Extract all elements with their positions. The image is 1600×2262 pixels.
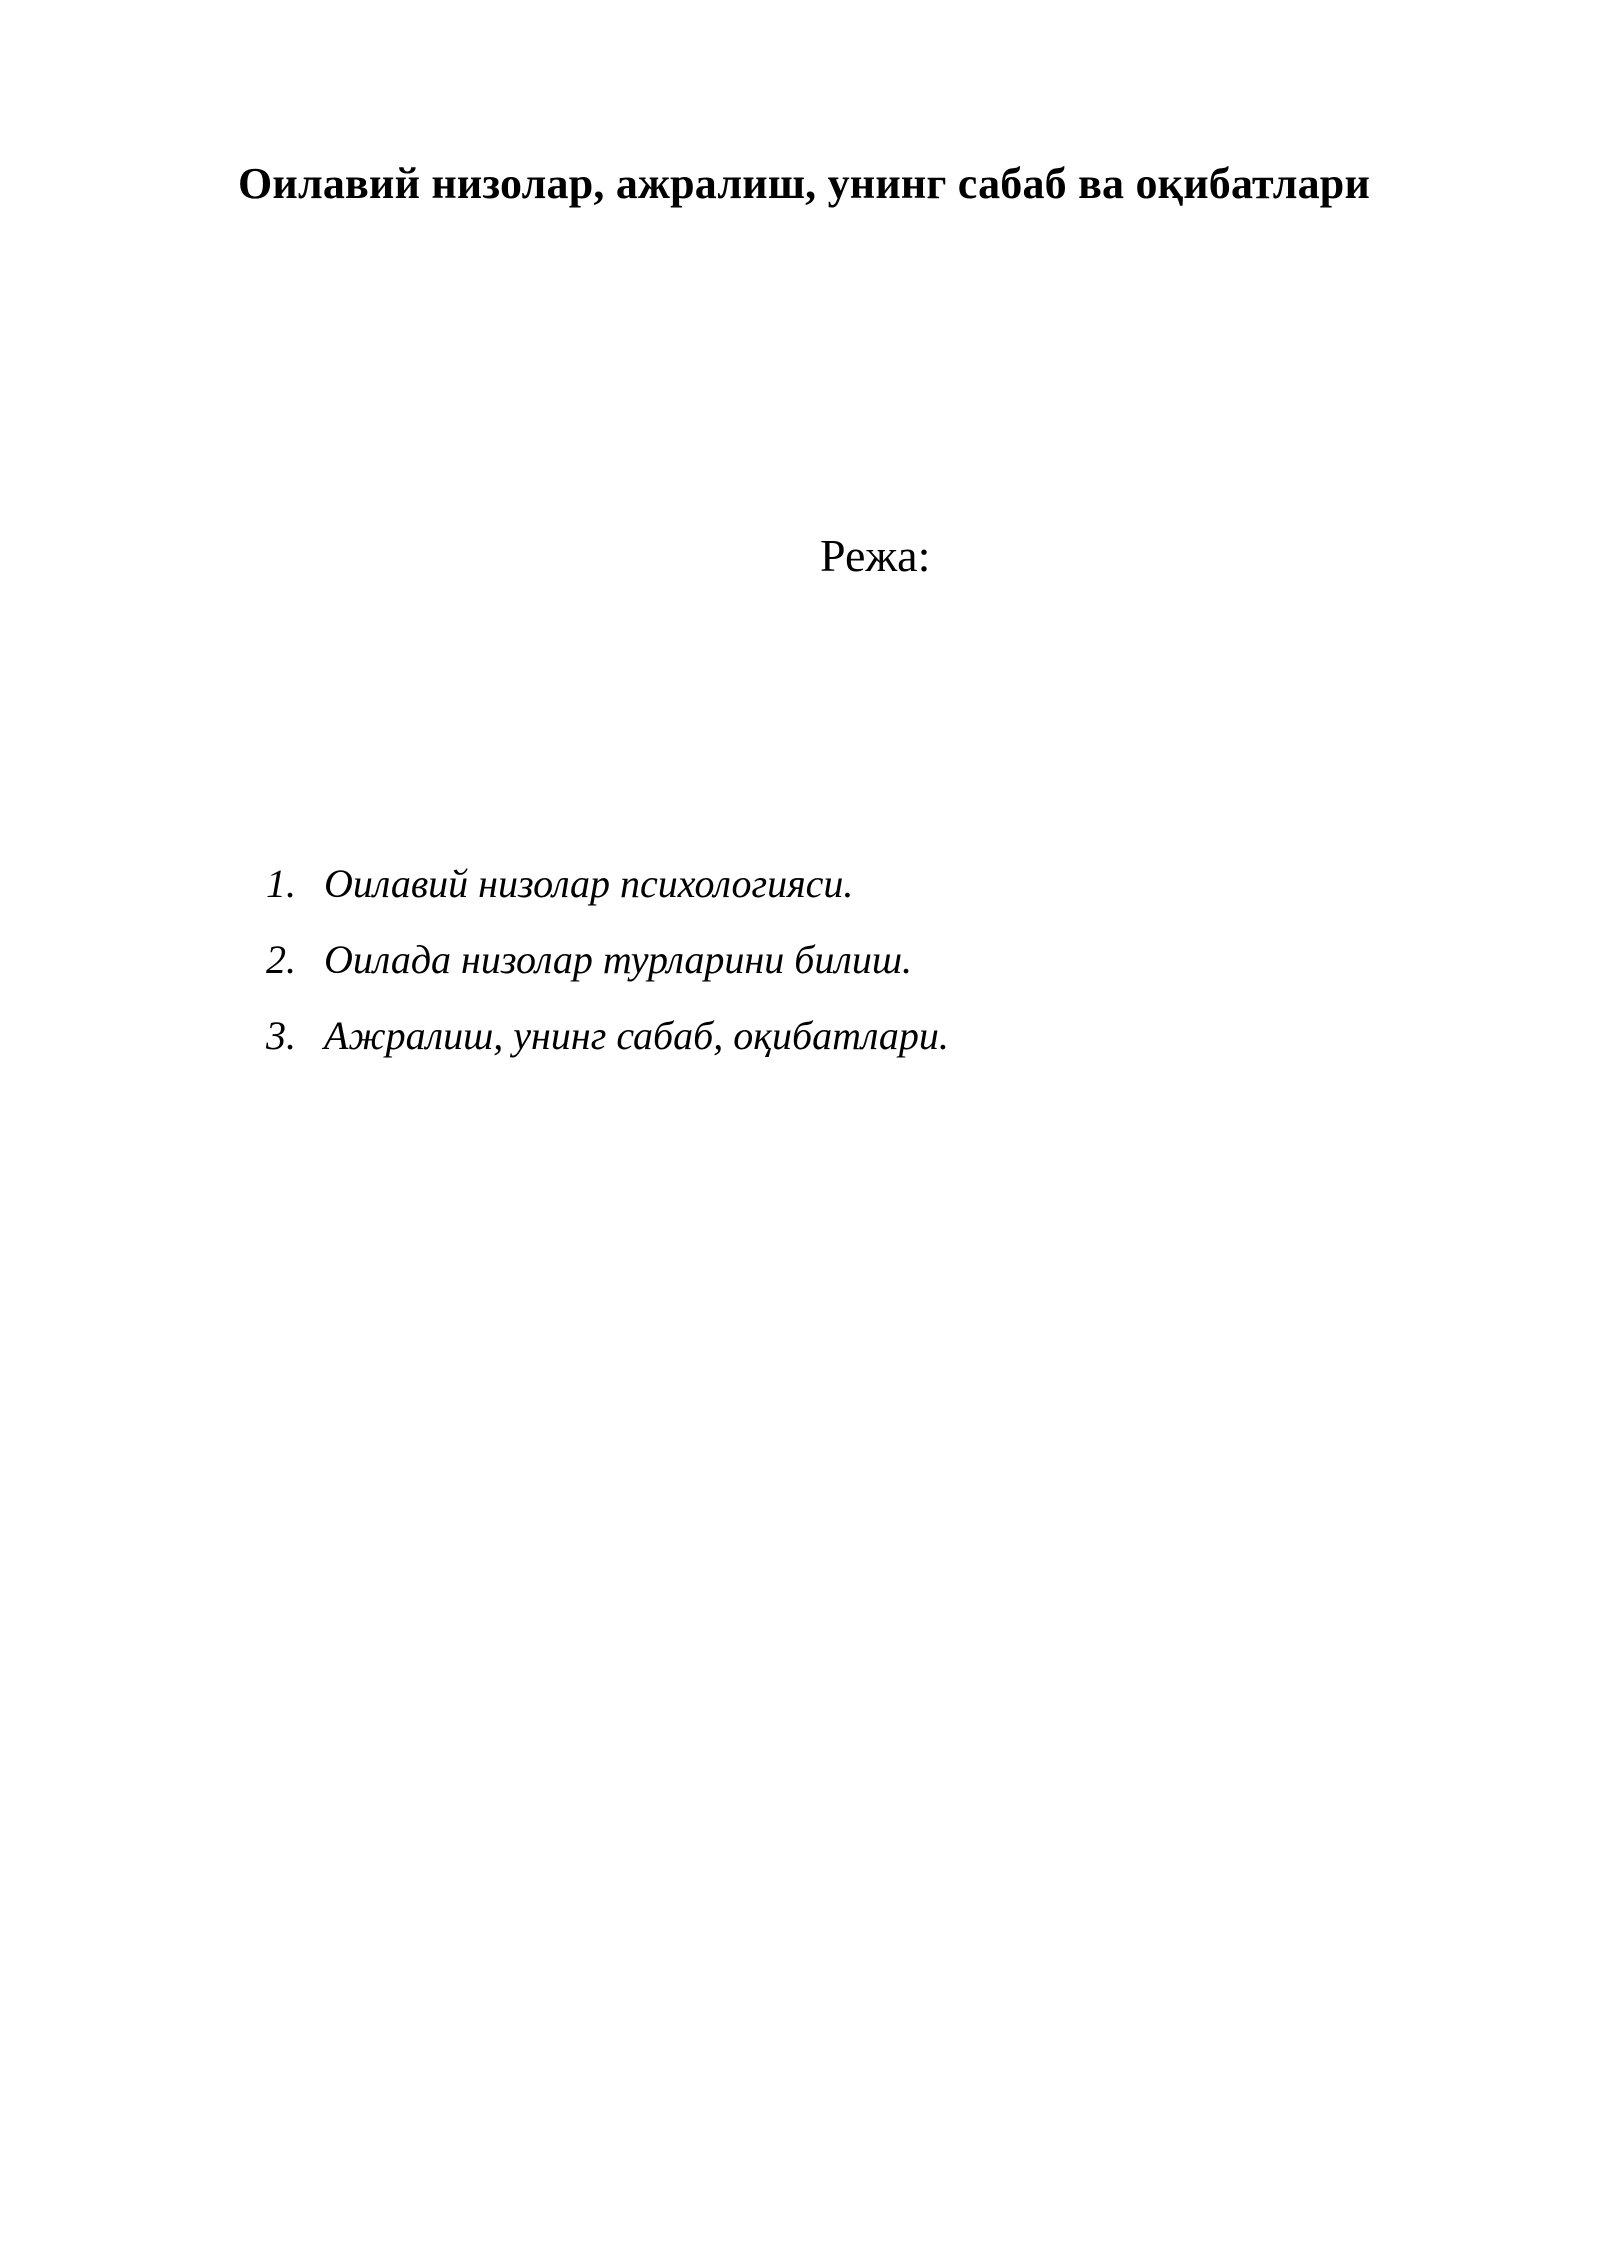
plan-item-text: Оилада низолар турларини билиш. [324,937,913,982]
plan-item-3 [266,1006,949,1082]
plan-item-2 [266,930,949,1006]
plan-item-number: 1. [266,861,296,906]
plan-item-text: Ажралиш, унинг сабаб, оқибатлари. [324,1013,949,1058]
plan-item-number: 3. [266,1013,296,1058]
plan-item-text: Оилавий низолар психологияси. [324,861,854,906]
document-title: Оилавий низолар, ажралиш, унинг сабаб ва оқибатлари [238,159,1371,208]
plan-list [266,854,949,1082]
plan-item-1 [266,854,949,930]
plan-heading: Режа: [820,530,931,581]
plan-item-number: 2. [266,937,296,982]
